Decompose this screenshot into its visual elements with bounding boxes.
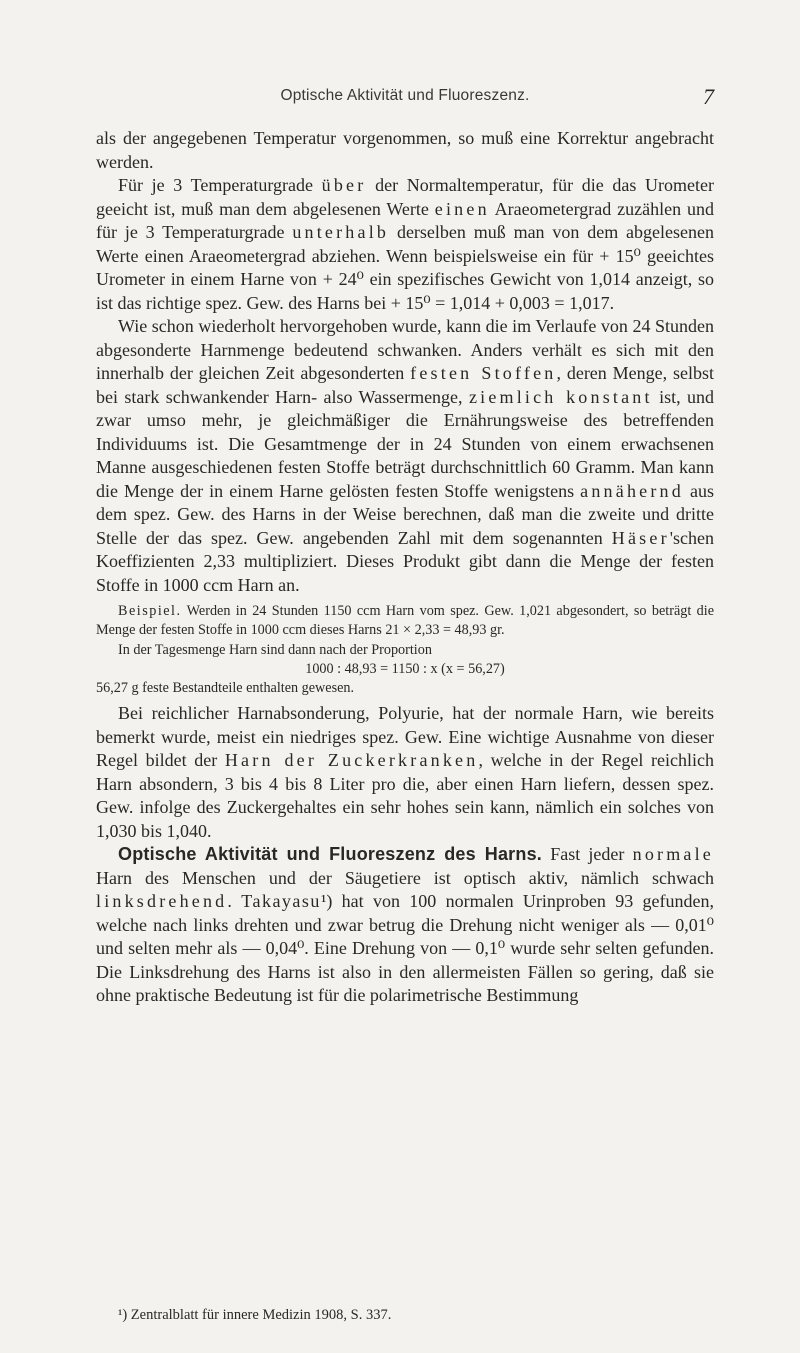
emphasis-run: annähernd [580, 480, 684, 501]
person-name: Takayasu [241, 891, 321, 912]
emphasis-run: normale [632, 844, 714, 865]
example-proportion: 1000 : 48,93 = 1150 : x (x = 56,27) [305, 660, 505, 677]
text-run: Wie schon wiederholt hervorgehoben wurde, kann die im Verlaufe von 24 Stunden abgesonderte Harnmenge bedeutend schwanken. Anders verhält es sich mit den innerhalb der gleichen Zeit abgesonderten [96, 316, 714, 383]
text-run: ist, und zwar umso mehr, je gleichmäßiger die Ernährungsweise des betreffenden Individuums ist. Die Gesamtmenge der in 24 Stunden von einem erwachsenen Manne ausgeschiedenen festen Stoffe beträgt durchschnittlich 60 Gramm. Man kann die Menge der in einem Harne gelösten festen Stoffe wenigstens [96, 386, 714, 501]
emphasis-run: über [321, 175, 367, 195]
text-run: , deren Menge, selbst bei stark schwankender Harn- also Wassermenge, [96, 363, 714, 407]
emphasis-run: linksdrehend [96, 891, 228, 912]
paragraph-temperature-rule [96, 174, 714, 315]
text-run: der Normaltemperatur, für die das Urometer geeicht ist, muß man dem abgelesenen Werte [96, 175, 715, 219]
text-run: 'schen Koeffizienten 2,33 multipliziert. Dieses Produkt gibt dann die Menge der festen Stoffe in 1000 ccm Harn an. [96, 527, 714, 595]
emphasis-run: einen [434, 198, 490, 219]
paragraph-solid-matter [96, 315, 714, 597]
example-line: In der Tagesmenge Harn sind dann nach der Proportion [118, 641, 432, 658]
emphasis-run: ziemlich konstant [468, 386, 653, 407]
example-paragraph [96, 602, 714, 641]
text-run: Für je 3 Temperaturgrade [118, 175, 322, 195]
footnote: ¹) Zentralblatt für innere Medizin 1908, S. 337. [118, 1307, 392, 1323]
text-run: Araeometergrad zuzählen und für je 3 Temperaturgrade [96, 198, 714, 242]
example-result: 56,27 g feste Bestandteile enthalten gewesen. [96, 680, 355, 697]
text-run: aus dem spez. Gew. des Harns in der Weise berechnen, daß man die zweite und dritte Stelle der das spez. Gew. angebenden Zahl mit dem sogenannten [96, 480, 714, 548]
text-run: , welche in der Regel reichlich Harn absondern, 3 bis 4 bis 8 Liter pro die, aber einen Harn liefern, dessen spez. Gew. infolge des Zuckergehaltes ein sehr hohes sein kann, nämlich ein solches von 1,030 bis 1,040. [96, 750, 714, 841]
text-run: Harn des Menschen und der Säugetiere ist optisch aktiv, nämlich schwach [96, 867, 714, 888]
emphasis-run: festen Stoffen [410, 363, 557, 383]
text-run: Werden in 24 Stunden 1150 ccm Harn vom spez. Gew. 1,021 abgesondert, so beträgt die Menge der festen Stoffe in 1000 ccm dieses Harns 21 × 2,33 = 48,93 gr. [96, 603, 714, 639]
emphasis-run: unterhalb [292, 222, 390, 242]
body-text [96, 127, 714, 1008]
text-run: Bei reichlicher Harnabsonderung, Polyurie, hat der normale Harn, wie bereits bemerkt wurde, meist ein niedriges spez. Gew. Eine wichtige Ausnahme von dieser Regel bildet der [96, 703, 714, 771]
text-run: ¹) hat von 100 normalen Urinproben 93 gefunden, welche nach links drehten und zwar betrug die Drehung nicht weniger als — 0,01⁰ und selten mehr als — 0,04⁰. Eine Drehung von — 0,1⁰ wurde sehr selten gefunden. Die Linksdrehung des Harns ist also in den allermeisten Fällen so gering, daß sie ohne praktische Bedeutung ist für die polarimetrische Bestimmung [96, 891, 714, 1006]
running-title: Optische Aktivität und Fluoreszenz. [280, 87, 530, 104]
emphasis-run: Harn der Zuckerkranken [224, 750, 479, 771]
text-run: derselben muß man von dem abgelesenen Werte einen Araeometergrad abziehen. Wenn beispielsweise ein für + 15⁰ geeichtes Urometer in einem Harne von + 24⁰ ein spezifisches Gewicht von 1,014 anzeigt, so ist das richtige spez. Gew. des Harns bei + 15⁰ = 1,014 + 0,003 = 1,017. [96, 222, 714, 313]
paragraph-polyuria [96, 702, 714, 843]
section-heading: Optische Aktivität und Fluoreszenz des Harns. [118, 844, 542, 865]
text-run: Fast jeder [542, 844, 633, 865]
example-label: Beispiel. [118, 603, 182, 619]
page-number: 7 [703, 84, 714, 109]
paragraph-optical-activity [96, 843, 714, 1008]
running-header [96, 84, 714, 111]
person-name: Häser [611, 527, 670, 548]
text-run: . [227, 891, 242, 912]
paragraph-correction: als der angegebenen Temperatur vorgenommen, so muß eine Korrektur angebracht werden. [96, 128, 714, 172]
